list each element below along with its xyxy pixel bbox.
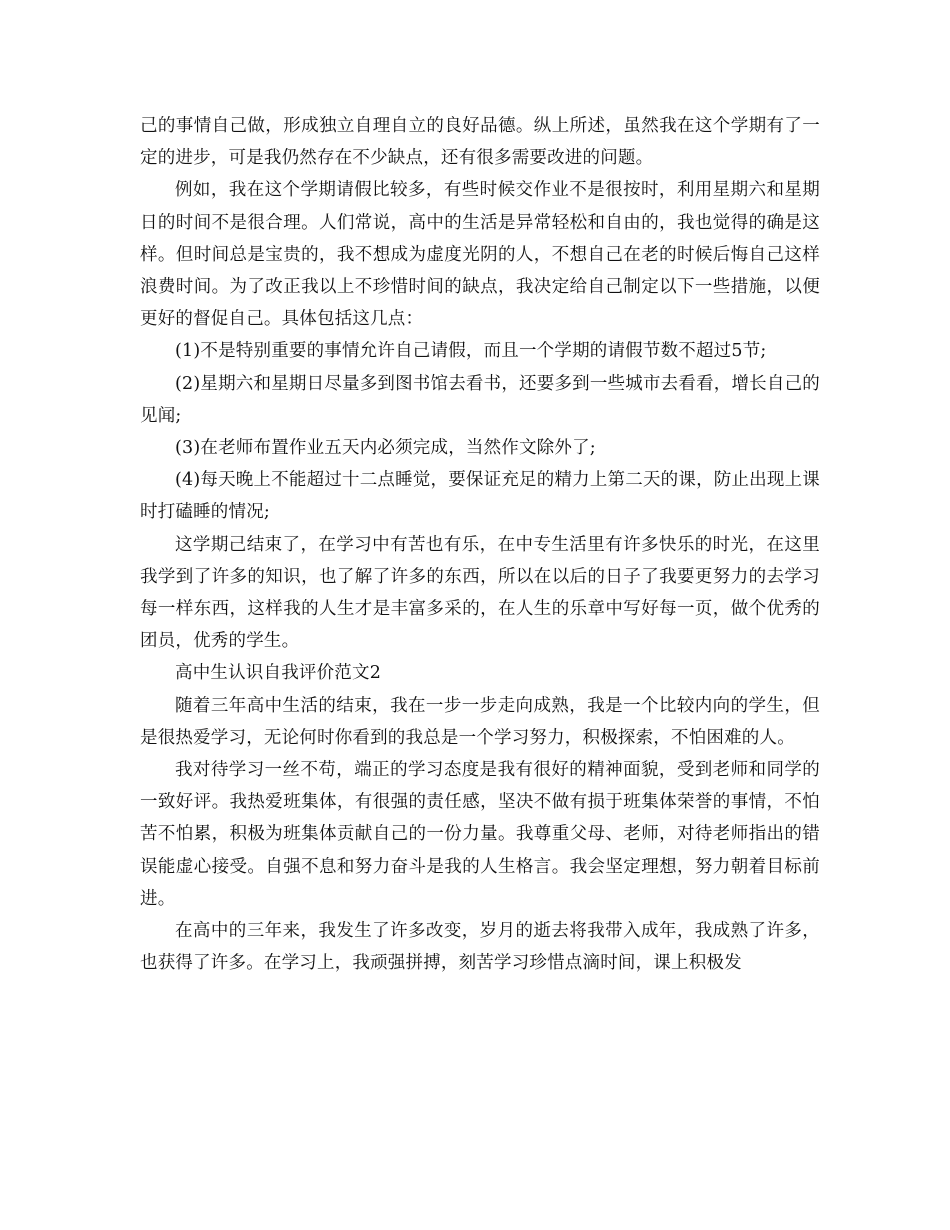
paragraph-semester-end: 这学期己结束了，在学习中有苦也有乐，在中专生活里有许多快乐的时光，在这里我学到了许多的知识，也了解了许多的东西，所以在以后的日子了我要更努力的去学习每一样东西，这样我的人生才是丰富多采的，在人生的乐章中写好每一页，做个优秀的团员，优秀的学生。 (140, 534, 820, 652)
paragraph-three-years: 在高中的三年来，我发生了许多改变，岁月的逝去将我带入成年，我成熟了许多，也获得了许多。在学习上，我顽强拼搏，刻苦学习珍惜点滴时间，课上积极发 (140, 921, 820, 974)
paragraph-time-management: 例如，我在这个学期请假比较多，有些时候交作业不是很按时，利用星期六和星期日的时间不是很合理。人们常说，高中的生活是异常轻松和自由的，我也觉得的确是这样。但时间总是宝贵的，我不想成为虚度光阴的人，不想自己在老的时候后悔自己这样浪费时间。为了改正我以上不珍惜时间的缺点，我决定给自己制定以下一些措施，以便更好的督促自己。具体包括这几点： (140, 180, 820, 330)
document-body (140, 110, 820, 979)
list-item-2: (2)星期六和星期日尽量多到图书馆去看书，还要多到一些城市去看看，增长自己的见闻; (140, 373, 820, 426)
list-item-4: (4)每天晚上不能超过十二点睡觉，要保证充足的精力上第二天的课，防止出现上课时打磕睡的情况; (140, 470, 820, 523)
paragraph-continued: 己的事情自己做，形成独立自理自立的良好品德。纵上所述，虽然我在这个学期有了一定的进步，可是我仍然存在不少缺点，还有很多需要改进的问题。 (140, 116, 820, 169)
list-item-3: (3)在老师布置作业五天内必须完成，当然作文除外了; (175, 438, 596, 459)
list-item-1: (1)不是特别重要的事情允许自己请假，而且一个学期的请假节数不超过5节; (175, 341, 767, 362)
section-heading: 高中生认识自我评价范文2 (175, 663, 382, 684)
paragraph-intro-2: 随着三年高中生活的结束，我在一步一步走向成熟，我是一个比较内向的学生，但是很热爱学习，无论何时你看到的我总是一个学习努力，积极探索，不怕困难的人。 (140, 695, 820, 748)
paragraph-attitude: 我对待学习一丝不苟，端正的学习态度是我有很好的精神面貌，受到老师和同学的一致好评。我热爱班集体，有很强的责任感，坚决不做有损于班集体荣誉的事情，不怕苦不怕累，积极为班集体贡献自己的一份力量。我尊重父母、老师，对待老师指出的错误能虚心接受。自强不息和努力奋斗是我的人生格言。我会坚定理想，努力朝着目标前进。 (140, 760, 820, 909)
